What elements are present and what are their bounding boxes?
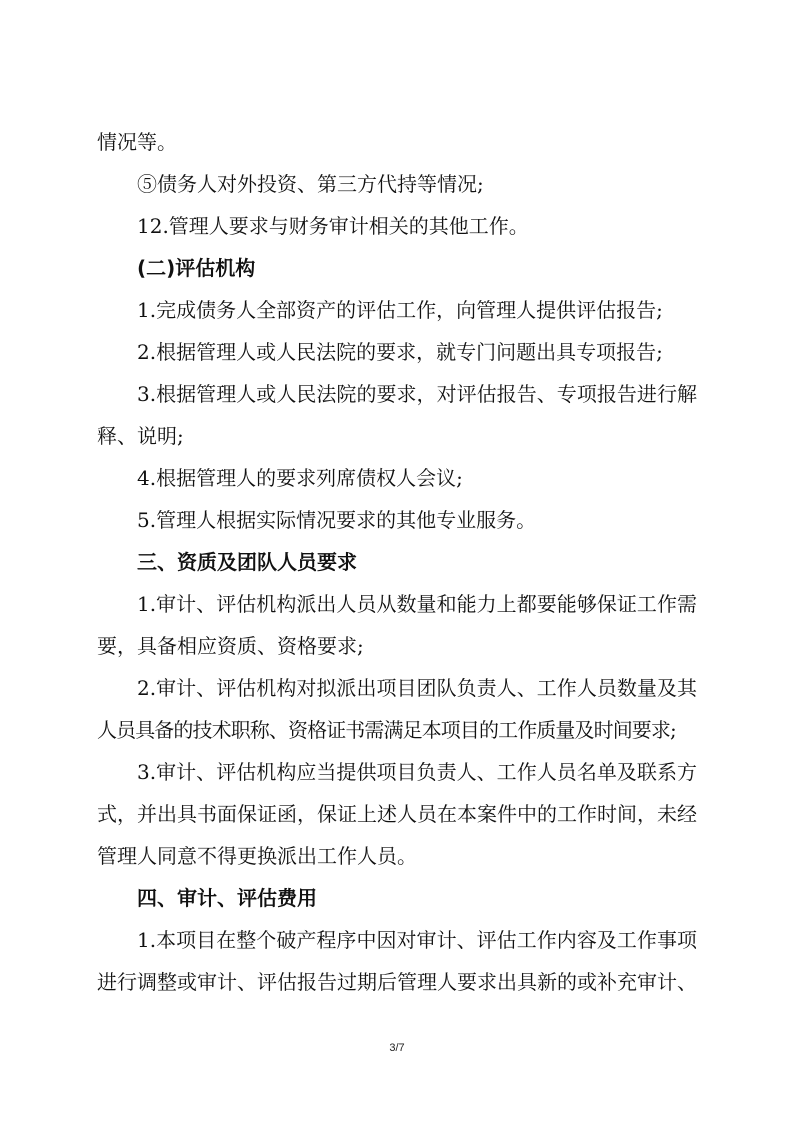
text-line: 1.完成债务人全部资产的评估工作，向管理人提供评估报告; [137, 298, 663, 322]
text-line: 2.根据管理人或人民法院的要求，就专门问题出具专项报告; [137, 340, 663, 364]
text-line: 1.审计、评估机构派出人员从数量和能力上都要能够保证工作需 [137, 592, 697, 616]
text-line: 管理人同意不得更换派出工作人员。 [97, 844, 417, 868]
text-line: 要，具备相应资质、资格要求; [97, 634, 364, 658]
section-heading: 三、资质及团队人员要求 [137, 550, 357, 574]
text-line: 1.本项目在整个破产程序中因对审计、评估工作内容及工作事项 [137, 928, 697, 952]
text-line: 5.管理人根据实际情况要求的其他专业服务。 [137, 508, 537, 532]
text-line: 3.根据管理人或人民法院的要求，对评估报告、专项报告进行解 [137, 382, 697, 406]
text-line: 释、说明; [97, 424, 184, 448]
text-line: 式，并出具书面保证函，保证上述人员在本案件中的工作时间，未经 [97, 802, 697, 826]
text-line: 2.审计、评估机构对拟派出项目团队负责人、工作人员数量及其 [137, 676, 697, 700]
text-line: 人员具备的技术职称、资格证书需满足本项目的工作质量及时间要求; [97, 718, 676, 742]
text-line: 4.根据管理人的要求列席债权人会议; [137, 466, 463, 490]
text-line: 情况等。 [97, 130, 177, 154]
section-heading: 四、审计、评估费用 [137, 886, 317, 910]
text-line: 3.审计、评估机构应当提供项目负责人、工作人员名单及联系方 [137, 760, 697, 784]
text-line: ⑤债务人对外投资、第三方代持等情况; [137, 172, 484, 196]
page-number: 3/7 [389, 1042, 405, 1054]
section-heading: (二)评估机构 [137, 256, 256, 280]
text-line: 进行调整或审计、评估报告过期后管理人要求出具新的或补充审计、 [97, 970, 697, 994]
text-line: 12.管理人要求与财务审计相关的其他工作。 [137, 214, 529, 238]
